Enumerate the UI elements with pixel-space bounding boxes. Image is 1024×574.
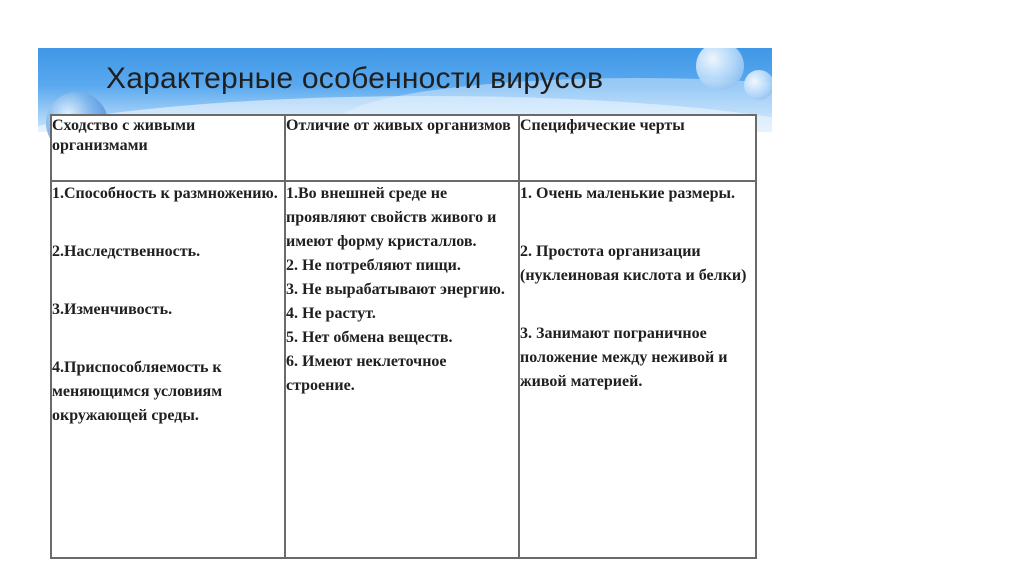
bubble-decoration: [744, 70, 772, 100]
slide: [38, 48, 772, 574]
list-item: 4. Не растут.: [286, 305, 376, 322]
table-header-cell: [285, 115, 519, 181]
list-item: 1.Способность к размножению.: [52, 185, 278, 202]
list-item: 1. Очень маленькие размеры.: [520, 185, 735, 202]
list-item: 2. Не потребляют пищи.: [286, 257, 461, 274]
list-item: 6. Имеют неклеточное строение.: [286, 353, 447, 394]
header-specific: Специфические черты: [520, 117, 685, 134]
page-title: Характерные особенности вирусов: [106, 62, 604, 95]
virus-features-table: [50, 114, 757, 559]
list-item: 2.Наследственность.: [52, 243, 201, 260]
list-item: 1.Во внешней среде не проявляют свойств живого и имеют форму кристаллов.: [286, 185, 497, 250]
table-header-cell: [519, 115, 756, 181]
table-cell-similarity: [51, 181, 285, 558]
table-cell-specific: [519, 181, 756, 558]
table-row: [51, 181, 756, 558]
list-item: 3. Не вырабатывают энергию.: [286, 281, 505, 298]
list-item: 5. Нет обмена веществ.: [286, 329, 453, 346]
list-item: 2. Простота организации (нуклеиновая кислота и белки): [520, 243, 747, 284]
list-item: 3.Изменчивость.: [52, 301, 173, 318]
table-cell-differences: [285, 181, 519, 558]
table-header-cell: [51, 115, 285, 181]
header-similarity: Сходство с живыми организмами: [52, 117, 196, 154]
list-item: 3. Занимают пограничное положение между неживой и живой материей.: [520, 325, 728, 390]
table-header-row: [51, 115, 756, 181]
header-differences: Отличие от живых организмов: [286, 117, 511, 134]
list-item: 4.Приспособляемость к меняющимся условиям окружающей среды.: [52, 359, 223, 424]
